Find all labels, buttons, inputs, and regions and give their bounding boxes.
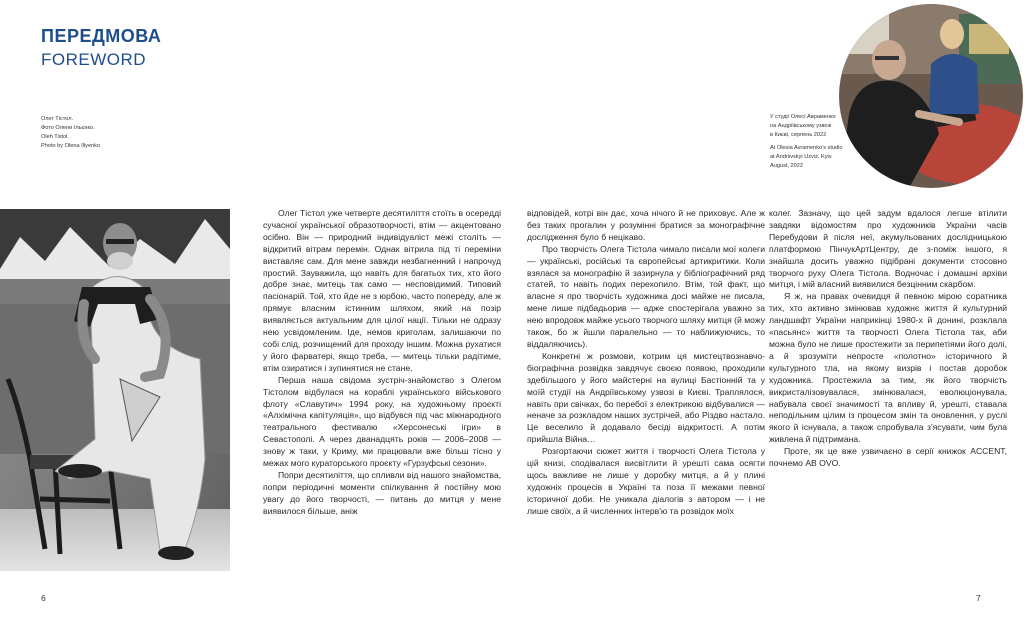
paragraph: Розгортаючи сюжет життя і творчості Олега Тістола у цій книзі, сподівалася висвітлити й урешті сама осягти щось важливе не лише у доробку митця, а й у плині художніх процесів в Україні та поза її межами певної історичної доби. Не уникала діалогів з автором — і не лише своїх, а й численних інтерв'ю та розвідок моїх <box>527 446 765 516</box>
caption-line: at Andriivskyi Uzviz, Kyiv. <box>770 154 833 160</box>
caption-line: At Olesia Avramenko's studio <box>770 145 843 151</box>
caption-line: Oleh Tistol. <box>41 134 69 140</box>
paragraph: Попри десятиліття, що спливли від нашого знайомства, попри періодичні моменти спілкування й постійну мою увагу до його творчості, — питань до митця у мене виявилося більше, аніж <box>263 469 501 516</box>
caption-line: в Києві, серпень 2022 <box>770 132 827 138</box>
page-number-left: 6 <box>41 593 46 603</box>
text-column-3 <box>769 208 1007 470</box>
left-photo-caption <box>41 115 151 151</box>
artist-portrait-photo <box>0 209 230 571</box>
page-number-right: 7 <box>976 593 981 603</box>
text-column-1 <box>263 208 501 518</box>
paragraph: Про творчість Олега Тістола чимало писали мої колеги — українські, російські та європейські артикритики. Коли взялася за монографію й зазирнула у бібліографічний ряд статей, то навіть подих перехопило. Втім, той факт, що власне я про творчість художника досі майже не писала, мене лише підбадьорив — адже спостерігала уважно за нею впродовж майже усього творчого шляху митця (й можу також, бо ж йшли паралельно — то наближуючись, то віддаляючись). <box>527 243 765 349</box>
paragraph: Перша наша свідома зустріч-знайомство з Олегом Тістолом відбулася на кораблі українського військового флоту «Славутич» 1994 року, на художньому проєкті «Алхімічна капітуляція», що відбувся під час міжнародного театрального фестивалю «Херсонеські ігри» в Севастополі. А через дванадцять років — 2006–2008 — знову ж таки, у Криму, ми працювали вже більш тісно у межах мого кураторського проєкту «Гурзуфські сезони». <box>263 374 501 469</box>
right-photo-caption <box>770 113 850 171</box>
caption-line: Photo by Olena Illyenko <box>41 143 101 149</box>
page-title-english: FOREWORD <box>41 50 147 69</box>
paragraph: Проте, як це вже узвичаєно в серії книжок ACCENT, почнемо AB OVO. <box>769 446 1007 469</box>
paragraph: колег. Зазначу, що цей задум вдалося легше втілити завдяки відомостям про художників України часів Перебудови й після неї, акумульованих дослідницькою платформою ПінчукАртЦентру, де з-поміж іншого, я знайшла досить уважно підібрані документи стосовно творчого руху Олега Тістола. Водночас і домашні архіви митця, і мій власний виявилися безцінним скарбом. <box>769 208 1007 290</box>
caption-line: Фото Олени Ільєнко. <box>41 125 95 131</box>
page-title: ПЕРЕДМОВА <box>41 26 162 46</box>
studio-photo-circle <box>839 4 1023 188</box>
paragraph: відповідей, котрі він дає, хоча нічого й не приховує. Але ж без таких прогалин у розумінні братися за монографічне дослідження було б нецікаво. <box>527 208 765 242</box>
paragraph: Олег Тістол уже четверте десятиліття стоїть в осерeдді сучасної української образотворчості, втім — акцентовано осібно. Він — природний індивідуаліст межі століть — відкритий вітрам перемін. Однак вітрила під ті переміни виставляє сам. Для мене завжди незбагненний і напрочуд простий. Зауважила, що навіть для багатьох тих, хто його добре знає, митець так само — несповідимий. Типовий пасіонарій. Той, хто йде не з юрбою, часто попереду, але ж прямує власним істинним шляхом, який на позір виявляється актуальним для цілої нації. Тільки не одразу нею усвідомленим. Іде, немов криголам, залишаючи по собі слід, розчищений для проходу іншим. Можна рухатися у його фарватері, якщо треба, — митець тільки радітиме, втім озиратися і зупинятися не стане. <box>263 208 501 373</box>
caption-line: August, 2022 <box>770 163 803 169</box>
caption-line: на Андріївському узвозі <box>770 123 832 129</box>
paragraph: Я ж, на правах очевидця й певною мірою соратника тих, хто активно змінював художнє життя й культурний ландшафт України наприкінці 1980-х й донині, розклала «пасьянс» життя та творчості Олега Тістола так, аби можна було не лише простежити за перипетіями його долі, а й зрозуміти непросте «полотно» історичного й культурного тла, на якому визрів і постав доробок художника. Простежила за тим, як його творчість викристалізовувалася, змінювалася, еволюціонувала, набувала своєї значимості та впливу й, урешті, ставала неподільним цілим із процесом змін та оновлення, у руслі якого й існувала, а також спробувала з'ясувати, чим була живлена й підтримана. <box>769 291 1007 445</box>
caption-line: Олег Тістол. <box>41 116 74 122</box>
caption-line: У студії Олесі Авраменко <box>770 114 836 120</box>
text-column-2 <box>527 208 765 518</box>
paragraph: Конкретні ж розмови, котрим ця мистецтвознавчо-біографічна розвідка завдячує своєю появою, проходили здебільшого у його майстерні на вулиці Бастіонній та у моїй студії на Андріївському узвозі в Києві. Траплялося, навіть при свічках, бо перебої з електрикою відбувалися — неначе за розкладом наших зустрічей, або Різдво настало. Це веселило й додавало бесіді відкритості. А потім прийшла Війна… <box>527 350 765 445</box>
